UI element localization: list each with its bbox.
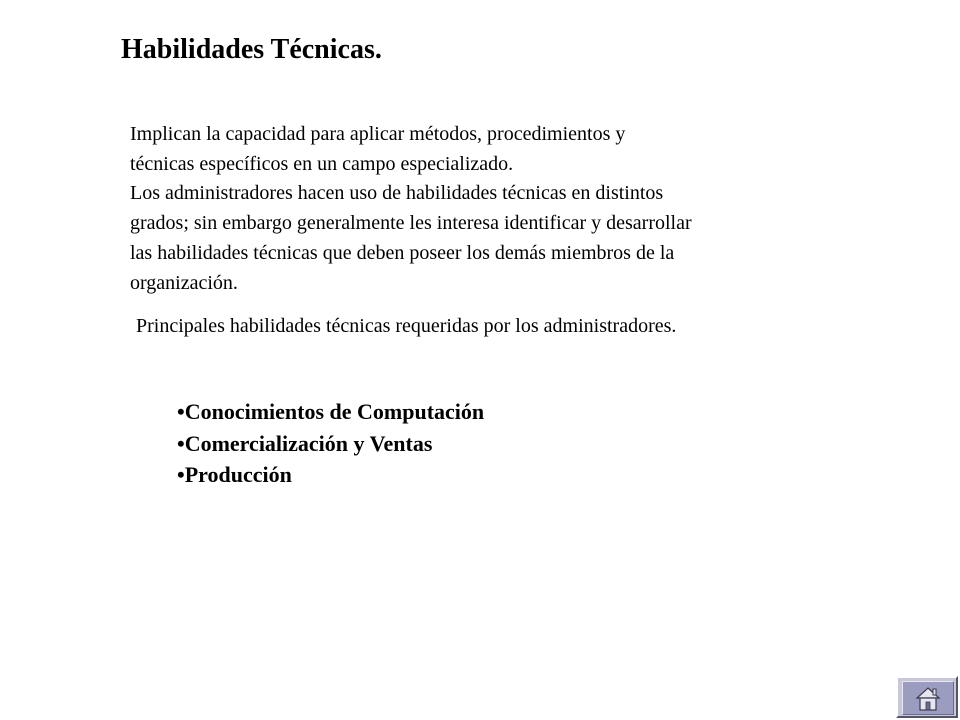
description-paragraph — [130, 120, 830, 298]
paragraph-line: las habilidades técnicas que deben poseer los demás miembros de la — [130, 241, 675, 264]
home-button-face — [902, 681, 954, 715]
paragraph-line: Los administradores hacen uso de habilidades técnicas en distintos — [130, 182, 664, 205]
home-icon — [915, 686, 941, 712]
skills-subheading: Principales habilidades técnicas requeridas por los administradores. — [136, 315, 677, 337]
paragraph-line: grados; sin embargo generalmente les interesa identificar y desarrollar — [130, 212, 692, 235]
paragraph-line: Implican la capacidad para aplicar métodos, procedimientos y — [130, 123, 626, 145]
skills-list — [177, 396, 484, 491]
home-button[interactable] — [896, 676, 958, 718]
paragraph-line: técnicas específicos en un campo especializado. — [130, 152, 514, 175]
list-item: •Producción — [177, 462, 292, 487]
paragraph-line: organización. — [130, 271, 238, 294]
list-item: •Conocimientos de Computación — [177, 399, 485, 424]
list-item: •Comercialización y Ventas — [177, 430, 433, 456]
slide-title: Habilidades Técnicas. — [121, 34, 382, 65]
